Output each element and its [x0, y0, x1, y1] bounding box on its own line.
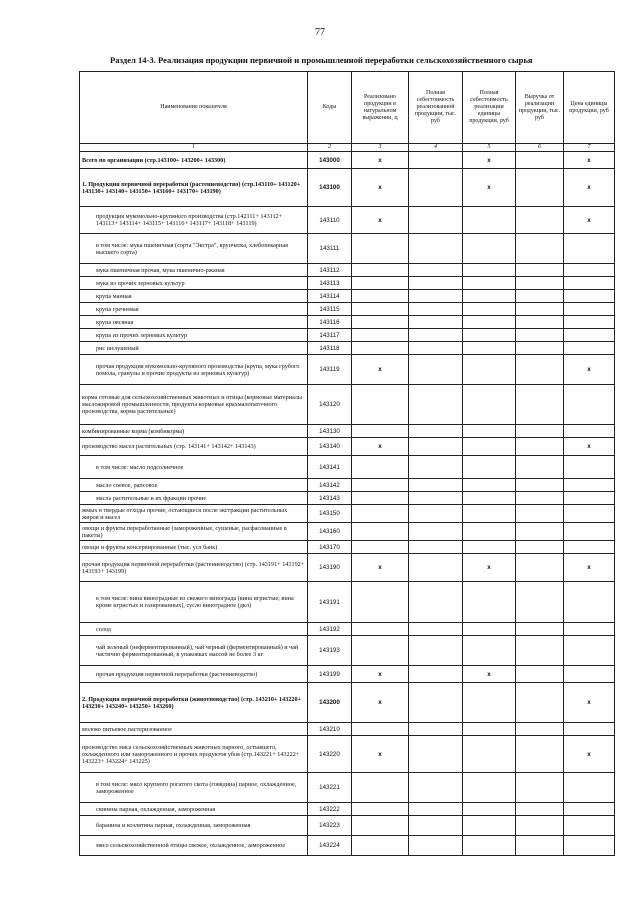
value-cell-c7	[564, 816, 615, 836]
value-cell-c5: x	[463, 666, 516, 683]
value-cell-c6	[516, 169, 564, 207]
value-cell-c7	[564, 329, 615, 342]
row-label: крупа из прочих зерновых культур	[80, 329, 308, 342]
value-cell-c6	[516, 505, 564, 523]
value-cell-c4	[409, 816, 463, 836]
page-number: 77	[315, 27, 325, 38]
row-label: производство масел растительных (стр. 143141+ 143142+ 143143)	[80, 438, 308, 456]
value-cell-c6	[516, 492, 564, 505]
row-label: жмых в твердые отходы прочие, остающиеся после экстракции растительных жиров и масел	[80, 505, 308, 523]
row-code: 143116	[308, 316, 352, 329]
value-cell-c3	[352, 425, 409, 438]
table-row	[80, 623, 615, 636]
value-cell-c7	[564, 385, 615, 425]
value-cell-c3	[352, 290, 409, 303]
value-cell-c5	[463, 264, 516, 277]
row-code: 143192	[308, 623, 352, 636]
value-cell-c3	[352, 623, 409, 636]
value-cell-c4	[409, 683, 463, 723]
value-cell-c7	[564, 456, 615, 479]
value-cell-c4	[409, 479, 463, 492]
header-col6: Выручка от реализации продукции, тыс. руб	[516, 72, 564, 144]
value-cell-c6	[516, 456, 564, 479]
row-code: 143221	[308, 773, 352, 803]
header-code: Коды	[308, 72, 352, 144]
row-label: овощи и фрукты переработанные (замороженные, сушеные, расфасованные в пакеты)	[80, 523, 308, 541]
value-cell-c5	[463, 492, 516, 505]
table-row	[80, 169, 615, 207]
value-cell-c7	[564, 505, 615, 523]
value-cell-c5	[463, 234, 516, 264]
value-cell-c5	[463, 541, 516, 554]
value-cell-c4	[409, 736, 463, 773]
row-code: 143000	[308, 152, 352, 169]
value-cell-c5	[463, 316, 516, 329]
value-cell-c4	[409, 523, 463, 541]
table-row	[80, 541, 615, 554]
value-cell-c5	[463, 582, 516, 623]
value-cell-c6	[516, 541, 564, 554]
table-row	[80, 505, 615, 523]
row-label: 2. Продукция первичной переработки (животноводство) (стр. 143210+ 143220+ 143230+ 143240+ 143250+ 143260)	[80, 683, 308, 723]
row-label: комбинированные корма (комбикорма)	[80, 425, 308, 438]
value-cell-c5	[463, 803, 516, 816]
value-cell-c4	[409, 836, 463, 856]
value-cell-c4	[409, 342, 463, 355]
table-row	[80, 277, 615, 290]
col-number: 6	[516, 144, 564, 152]
value-cell-c7	[564, 316, 615, 329]
col-number: 7	[564, 144, 615, 152]
value-cell-c7: x	[564, 152, 615, 169]
value-cell-c6	[516, 152, 564, 169]
value-cell-c3	[352, 773, 409, 803]
value-cell-c3	[352, 816, 409, 836]
value-cell-c5	[463, 623, 516, 636]
value-cell-c7	[564, 264, 615, 277]
value-cell-c7	[564, 723, 615, 736]
value-cell-c7	[564, 582, 615, 623]
row-label: прочая продукция мукомольно-крупяного производства (крупа, мука грубого помола, гранулы и прочие продукты из зерновых культур)	[80, 355, 308, 385]
row-code: 143100	[308, 169, 352, 207]
row-label: солод	[80, 623, 308, 636]
value-cell-c5	[463, 438, 516, 456]
value-cell-c3	[352, 277, 409, 290]
value-cell-c6	[516, 623, 564, 636]
row-code: 143113	[308, 277, 352, 290]
row-code: 143150	[308, 505, 352, 523]
row-label: продукция мукомольно-крупяного производства (стр.142111+ 143112+ 143113+ 143114+ 143115+ 143116+ 143117+ 143118+ 143119)	[80, 207, 308, 234]
row-code: 143224	[308, 836, 352, 856]
table-row	[80, 316, 615, 329]
value-cell-c4	[409, 425, 463, 438]
row-code: 143193	[308, 636, 352, 666]
value-cell-c5	[463, 683, 516, 723]
value-cell-c5	[463, 736, 516, 773]
row-label: производство мяса сельскохозяйственных животных парного, остывшего, охлажденного или замороженного и прочих продуктов убоя (стр.143221+ 143222+ 143223+ 143224+ 143225)	[80, 736, 308, 773]
value-cell-c5	[463, 303, 516, 316]
row-code: 143210	[308, 723, 352, 736]
value-cell-c6	[516, 264, 564, 277]
value-cell-c7: x	[564, 736, 615, 773]
value-cell-c6	[516, 234, 564, 264]
value-cell-c5	[463, 355, 516, 385]
value-cell-c6	[516, 355, 564, 385]
value-cell-c7	[564, 523, 615, 541]
row-code: 143160	[308, 523, 352, 541]
value-cell-c3	[352, 316, 409, 329]
row-code: 143170	[308, 541, 352, 554]
value-cell-c7	[564, 623, 615, 636]
value-cell-c5	[463, 773, 516, 803]
value-cell-c7	[564, 290, 615, 303]
row-code: 143141	[308, 456, 352, 479]
value-cell-c5: x	[463, 152, 516, 169]
row-label: масло соевое, рапсовое	[80, 479, 308, 492]
value-cell-c4	[409, 636, 463, 666]
value-cell-c5: x	[463, 169, 516, 207]
value-cell-c6	[516, 773, 564, 803]
row-label: прочая продукция первичной переработки (растениеводство) (стр. 143191+ 143192+ 143193+ 143199)	[80, 554, 308, 582]
value-cell-c3	[352, 803, 409, 816]
row-code: 143120	[308, 385, 352, 425]
value-cell-c6	[516, 303, 564, 316]
value-cell-c4	[409, 456, 463, 479]
value-cell-c7	[564, 479, 615, 492]
table-row	[80, 438, 615, 456]
value-cell-c3: x	[352, 554, 409, 582]
row-code: 143200	[308, 683, 352, 723]
header-row	[80, 72, 615, 144]
table-row	[80, 207, 615, 234]
value-cell-c7	[564, 425, 615, 438]
value-cell-c4	[409, 803, 463, 816]
row-label: крупа овсяная	[80, 316, 308, 329]
value-cell-c4	[409, 582, 463, 623]
header-col5: Полная себестоимость реализации единицы продукции, руб	[463, 72, 516, 144]
value-cell-c4	[409, 438, 463, 456]
row-code: 143190	[308, 554, 352, 582]
value-cell-c7	[564, 303, 615, 316]
row-label: корма готовые для сельскохозяйственных животных и птицы (кормовые материалы масложировой промышленности, продукты кормовые крахмалопаточного производства, корма растительные)	[80, 385, 308, 425]
col-number: 1	[80, 144, 308, 152]
value-cell-c4	[409, 277, 463, 290]
value-cell-c4	[409, 385, 463, 425]
value-cell-c3: x	[352, 152, 409, 169]
value-cell-c7: x	[564, 169, 615, 207]
value-cell-c6	[516, 342, 564, 355]
table-row	[80, 523, 615, 541]
value-cell-c6	[516, 316, 564, 329]
row-code: 143142	[308, 479, 352, 492]
value-cell-c7: x	[564, 554, 615, 582]
value-cell-c5	[463, 636, 516, 666]
value-cell-c4	[409, 492, 463, 505]
row-code: 143222	[308, 803, 352, 816]
row-label: овощи и фрукты консервированные (тыс. усл банк)	[80, 541, 308, 554]
value-cell-c7	[564, 836, 615, 856]
value-cell-c5	[463, 816, 516, 836]
value-cell-c5	[463, 723, 516, 736]
header-name: Наименование показателя	[80, 72, 308, 144]
value-cell-c3: x	[352, 683, 409, 723]
table-row	[80, 234, 615, 264]
value-cell-c7	[564, 636, 615, 666]
table-row	[80, 666, 615, 683]
header-col4: Полная себестоимость реализованной продукции, тыс. руб	[409, 72, 463, 144]
value-cell-c3	[352, 492, 409, 505]
value-cell-c7	[564, 492, 615, 505]
value-cell-c5: x	[463, 554, 516, 582]
value-cell-c4	[409, 303, 463, 316]
table-row	[80, 264, 615, 277]
col-number: 2	[308, 144, 352, 152]
value-cell-c4	[409, 666, 463, 683]
column-numbers-row	[80, 144, 615, 152]
row-code: 143111	[308, 234, 352, 264]
table-row	[80, 803, 615, 816]
value-cell-c3	[352, 523, 409, 541]
row-code: 143118	[308, 342, 352, 355]
row-code: 143199	[308, 666, 352, 683]
table-row	[80, 736, 615, 773]
value-cell-c4	[409, 316, 463, 329]
row-label: мясо сельскохозяйственной птицы свежее, охлажденное, замороженное	[80, 836, 308, 856]
value-cell-c3	[352, 234, 409, 264]
value-cell-c4	[409, 505, 463, 523]
value-cell-c5	[463, 425, 516, 438]
row-label: мука пшеничная прочая, мука пшенично-ржаная	[80, 264, 308, 277]
table-row	[80, 636, 615, 666]
value-cell-c6	[516, 816, 564, 836]
value-cell-c5	[463, 456, 516, 479]
value-cell-c7: x	[564, 438, 615, 456]
value-cell-c4	[409, 169, 463, 207]
value-cell-c4	[409, 723, 463, 736]
table-row	[80, 723, 615, 736]
value-cell-c3	[352, 456, 409, 479]
table-row	[80, 492, 615, 505]
table-row	[80, 342, 615, 355]
row-code: 143140	[308, 438, 352, 456]
table-row	[80, 355, 615, 385]
row-label: Всего по организации (стр.143100+ 143200+ 143300)	[80, 152, 308, 169]
value-cell-c3: x	[352, 666, 409, 683]
value-cell-c6	[516, 290, 564, 303]
row-code: 143114	[308, 290, 352, 303]
header-col3: Реализовано продукции в натуральном выражении, ц	[352, 72, 409, 144]
value-cell-c4	[409, 623, 463, 636]
row-code: 143117	[308, 329, 352, 342]
row-label: молоко питьевое пастеризованное	[80, 723, 308, 736]
value-cell-c5	[463, 505, 516, 523]
row-label: баранина и козлятина парная, охлажденная, замороженная	[80, 816, 308, 836]
row-label: крупа манная	[80, 290, 308, 303]
row-label: чай зеленый (неферментированный), чай черный (ферментированный) и чай частично ферментированный, в упаковках массой не более 3 кг	[80, 636, 308, 666]
value-cell-c7: x	[564, 207, 615, 234]
table-row	[80, 303, 615, 316]
value-cell-c6	[516, 385, 564, 425]
value-cell-c6	[516, 803, 564, 816]
value-cell-c3	[352, 303, 409, 316]
value-cell-c5	[463, 479, 516, 492]
value-cell-c6	[516, 425, 564, 438]
value-cell-c6	[516, 329, 564, 342]
value-cell-c6	[516, 207, 564, 234]
row-label: в том числе: мука пшеничная (сорта "Экстра", крупчатка, хлебопекарная высшего сорта)	[80, 234, 308, 264]
table-row	[80, 456, 615, 479]
header-col7: Цена единицы продукции, руб	[564, 72, 615, 144]
row-code: 143110	[308, 207, 352, 234]
value-cell-c4	[409, 152, 463, 169]
table-row	[80, 479, 615, 492]
table-row	[80, 773, 615, 803]
row-code: 143115	[308, 303, 352, 316]
value-cell-c6	[516, 523, 564, 541]
value-cell-c6	[516, 736, 564, 773]
value-cell-c3	[352, 505, 409, 523]
report-table	[79, 71, 615, 856]
table-row	[80, 152, 615, 169]
value-cell-c7	[564, 234, 615, 264]
value-cell-c4	[409, 329, 463, 342]
value-cell-c7	[564, 773, 615, 803]
value-cell-c6	[516, 683, 564, 723]
value-cell-c5	[463, 290, 516, 303]
row-label: в том числе: вина виноградные из свежего винограда (вина игристые; вина кроме игристых и газированных), сусло виноградное (дкл)	[80, 582, 308, 623]
value-cell-c3: x	[352, 438, 409, 456]
value-cell-c3	[352, 582, 409, 623]
value-cell-c7	[564, 277, 615, 290]
row-code: 143143	[308, 492, 352, 505]
value-cell-c3	[352, 636, 409, 666]
table-row	[80, 816, 615, 836]
value-cell-c3	[352, 342, 409, 355]
row-code: 143119	[308, 355, 352, 385]
col-number: 4	[409, 144, 463, 152]
value-cell-c6	[516, 438, 564, 456]
row-code: 143130	[308, 425, 352, 438]
value-cell-c6	[516, 582, 564, 623]
row-label: мука из прочих зерновых культур	[80, 277, 308, 290]
value-cell-c3: x	[352, 355, 409, 385]
table-row	[80, 425, 615, 438]
value-cell-c7	[564, 541, 615, 554]
value-cell-c7: x	[564, 355, 615, 385]
value-cell-c4	[409, 264, 463, 277]
value-cell-c4	[409, 207, 463, 234]
value-cell-c7	[564, 803, 615, 816]
value-cell-c6	[516, 277, 564, 290]
table-row	[80, 836, 615, 856]
row-code: 143220	[308, 736, 352, 773]
value-cell-c5	[463, 523, 516, 541]
value-cell-c3	[352, 723, 409, 736]
row-code: 143112	[308, 264, 352, 277]
value-cell-c6	[516, 666, 564, 683]
table-row	[80, 290, 615, 303]
value-cell-c7	[564, 342, 615, 355]
value-cell-c4	[409, 290, 463, 303]
value-cell-c7	[564, 666, 615, 683]
value-cell-c4	[409, 355, 463, 385]
row-label: рис шелушеный	[80, 342, 308, 355]
value-cell-c5	[463, 836, 516, 856]
value-cell-c3	[352, 836, 409, 856]
col-number: 3	[352, 144, 409, 152]
row-label: в том числе: масло подсолнечное	[80, 456, 308, 479]
table-row	[80, 554, 615, 582]
value-cell-c4	[409, 773, 463, 803]
row-code: 143223	[308, 816, 352, 836]
value-cell-c6	[516, 636, 564, 666]
value-cell-c3	[352, 385, 409, 425]
value-cell-c6	[516, 723, 564, 736]
value-cell-c5	[463, 207, 516, 234]
value-cell-c3	[352, 541, 409, 554]
value-cell-c3	[352, 479, 409, 492]
table-row	[80, 329, 615, 342]
value-cell-c5	[463, 277, 516, 290]
col-number: 5	[463, 144, 516, 152]
section-title: Раздел 14-3. Реализация продукции первичной и промышленной переработки сельскохозяйственного сырья	[110, 55, 533, 65]
value-cell-c3	[352, 264, 409, 277]
value-cell-c3: x	[352, 207, 409, 234]
value-cell-c7: x	[564, 683, 615, 723]
value-cell-c5	[463, 342, 516, 355]
table-row	[80, 582, 615, 623]
row-label: свинина парная, охлажденная, замороженная	[80, 803, 308, 816]
row-label: крупа гречневая	[80, 303, 308, 316]
value-cell-c6	[516, 836, 564, 856]
value-cell-c6	[516, 479, 564, 492]
value-cell-c4	[409, 541, 463, 554]
value-cell-c5	[463, 329, 516, 342]
row-label: в том числе: мясо крупного рогатого скота (говядина) парное, охлажденное, замороженное	[80, 773, 308, 803]
table-row	[80, 385, 615, 425]
value-cell-c4	[409, 234, 463, 264]
value-cell-c5	[463, 385, 516, 425]
table-row	[80, 683, 615, 723]
value-cell-c4	[409, 554, 463, 582]
value-cell-c3: x	[352, 169, 409, 207]
row-code: 143191	[308, 582, 352, 623]
value-cell-c6	[516, 554, 564, 582]
row-label: масла растительные и их фракции прочие	[80, 492, 308, 505]
value-cell-c3: x	[352, 736, 409, 773]
row-label: 1. Продукция первичной переработки (растениеводство) (стр.143110+ 143120+ 143130+ 143140+ 143150+ 143160+ 143170+ 143190)	[80, 169, 308, 207]
row-label: прочая продукция первичной переработки (растениеводство)	[80, 666, 308, 683]
value-cell-c3	[352, 329, 409, 342]
